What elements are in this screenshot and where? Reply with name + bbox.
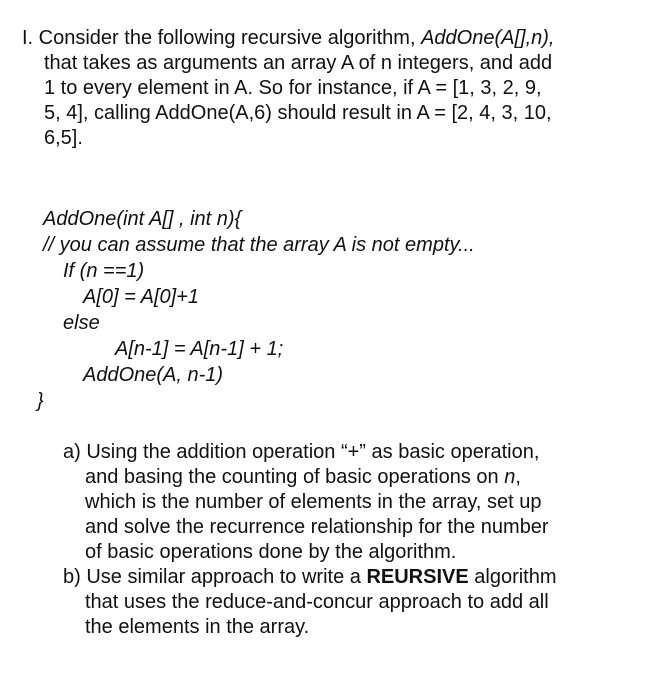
code-line-comment: // you can assume that the array A is not empty... bbox=[43, 234, 475, 256]
problem-line-1 bbox=[22, 26, 632, 51]
question-a-line-2 bbox=[63, 465, 638, 490]
question-b-line-3: the elements in the array. bbox=[85, 616, 310, 638]
code-line-base-case: A[0] = A[0]+1 bbox=[83, 286, 200, 308]
question-a-variable-n: n bbox=[504, 466, 516, 488]
question-b bbox=[63, 565, 638, 640]
problem-line-5: 6,5]. bbox=[44, 127, 83, 149]
question-a-line-4: and solve the recurrence relationship for the number bbox=[85, 516, 549, 538]
question-b-line-1-text: b) Use similar approach to write a bbox=[63, 566, 367, 588]
questions bbox=[63, 440, 638, 640]
question-a-line-1: a) Using the addition operation “+” as basic operation, bbox=[63, 441, 540, 463]
code-line-recursive-call: AddOne(A, n-1) bbox=[83, 364, 224, 386]
question-a bbox=[63, 440, 638, 565]
algorithm-signature: AddOne(A[],n), bbox=[421, 27, 555, 49]
code-line-increment: A[n-1] = A[n-1] + 1; bbox=[115, 338, 284, 360]
problem-statement bbox=[22, 26, 632, 151]
question-b-line-1 bbox=[63, 565, 638, 590]
problem-line-3: 1 to every element in A. So for instance, if A = [1, 3, 2, 9, bbox=[44, 77, 542, 99]
code-line-close-brace: } bbox=[37, 390, 44, 412]
problem-line-2: that takes as arguments an array A of n integers, and add bbox=[44, 52, 553, 74]
question-a-line-2-punct: , bbox=[515, 466, 521, 488]
pseudocode-block bbox=[37, 206, 603, 414]
code-line-else: else bbox=[63, 312, 100, 334]
question-a-line-5: of basic operations done by the algorithm. bbox=[85, 541, 457, 563]
question-b-line-1-end: algorithm bbox=[468, 566, 557, 588]
code-line-signature: AddOne(int A[] , int n){ bbox=[43, 208, 242, 230]
question-b-keyword: REURSIVE bbox=[366, 566, 469, 588]
question-b-line-2: that uses the reduce-and-concur approach to add all bbox=[85, 591, 549, 613]
question-a-line-3: which is the number of elements in the array, set up bbox=[85, 491, 542, 513]
problem-line-4: 5, 4], calling AddOne(A,6) should result in A = [2, 4, 3, 10, bbox=[44, 102, 552, 124]
question-a-line-2-text: and basing the counting of basic operations on bbox=[85, 466, 505, 488]
problem-line-1-text: I. Consider the following recursive algorithm, bbox=[22, 27, 422, 49]
code-line-if: If (n ==1) bbox=[63, 260, 145, 282]
